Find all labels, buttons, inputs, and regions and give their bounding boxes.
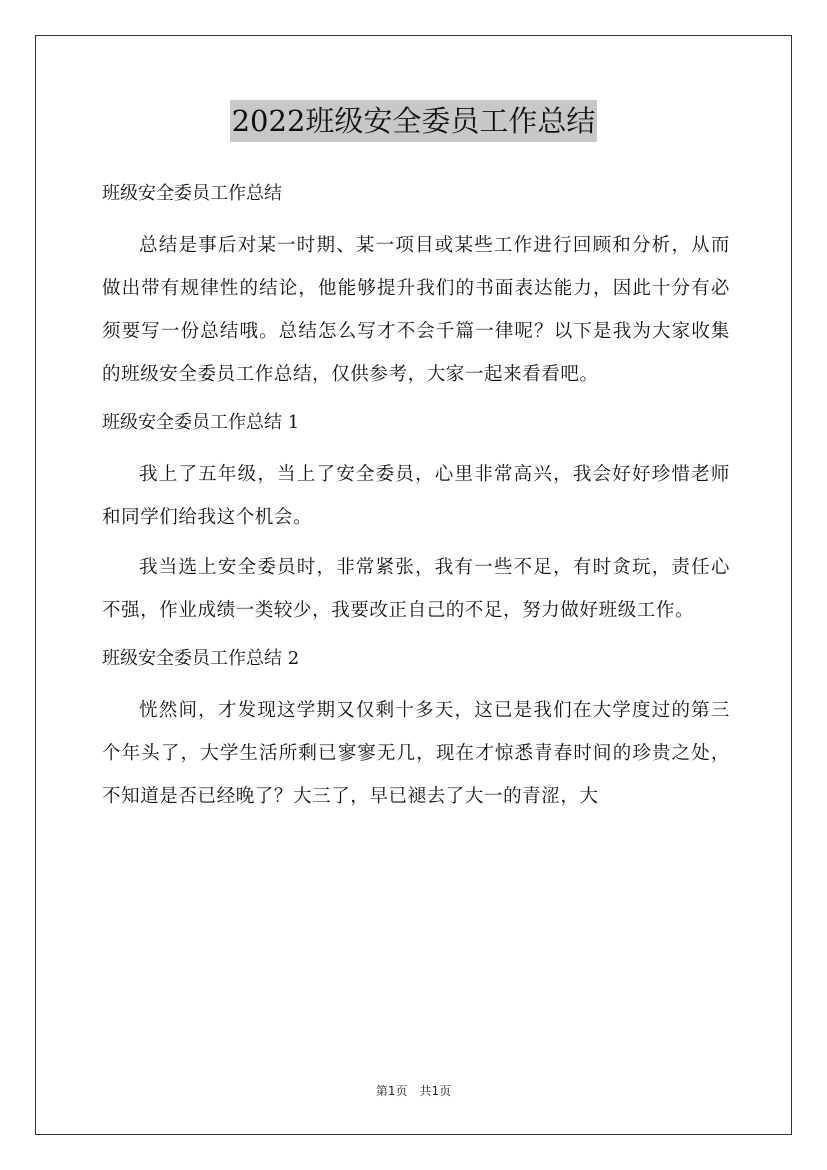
section2-paragraph-1: 恍然间，才发现这学期又仅剩十多天，这已是我们在大学度过的第三个年头了，大学生活所剩已寥寥无几，现在才惊悉青春时间的珍贵之处，不知道是否已经晚了？大三了，早已褪去了大一的青涩，大 xyxy=(102,700,730,807)
intro-paragraph: 总结是事后对某一时期、某一项目或某些工作进行回顾和分析，从而做出带有规律性的结论，他能够提升我们的书面表达能力，因此十分有必须要写一份总结哦。总结怎么写才不会千篇一律呢？以下是我为大家收集的班级安全委员工作总结，仅供参考，大家一起来看看吧。 xyxy=(102,235,730,385)
intro-heading: 班级安全委员工作总结 xyxy=(102,183,282,204)
section1-heading: 班级安全委员工作总结 1 xyxy=(102,412,300,433)
section2-heading: 班级安全委员工作总结 2 xyxy=(102,648,300,669)
page-footer: 第1页 共1页 xyxy=(375,1084,452,1098)
title-container xyxy=(0,100,827,142)
document-body xyxy=(102,174,730,825)
document-title: 2022班级安全委员工作总结 xyxy=(230,100,598,142)
section1-paragraph-1: 我上了五年级，当上了安全委员，心里非常高兴，我会好好珍惜老师和同学们给我这个机会。 xyxy=(102,464,730,528)
section1-paragraph-2: 我当选上安全委员时，非常紧张，我有一些不足，有时贪玩，责任心不强，作业成绩一类较少，我要改正自己的不足，努力做好班级工作。 xyxy=(102,557,730,621)
